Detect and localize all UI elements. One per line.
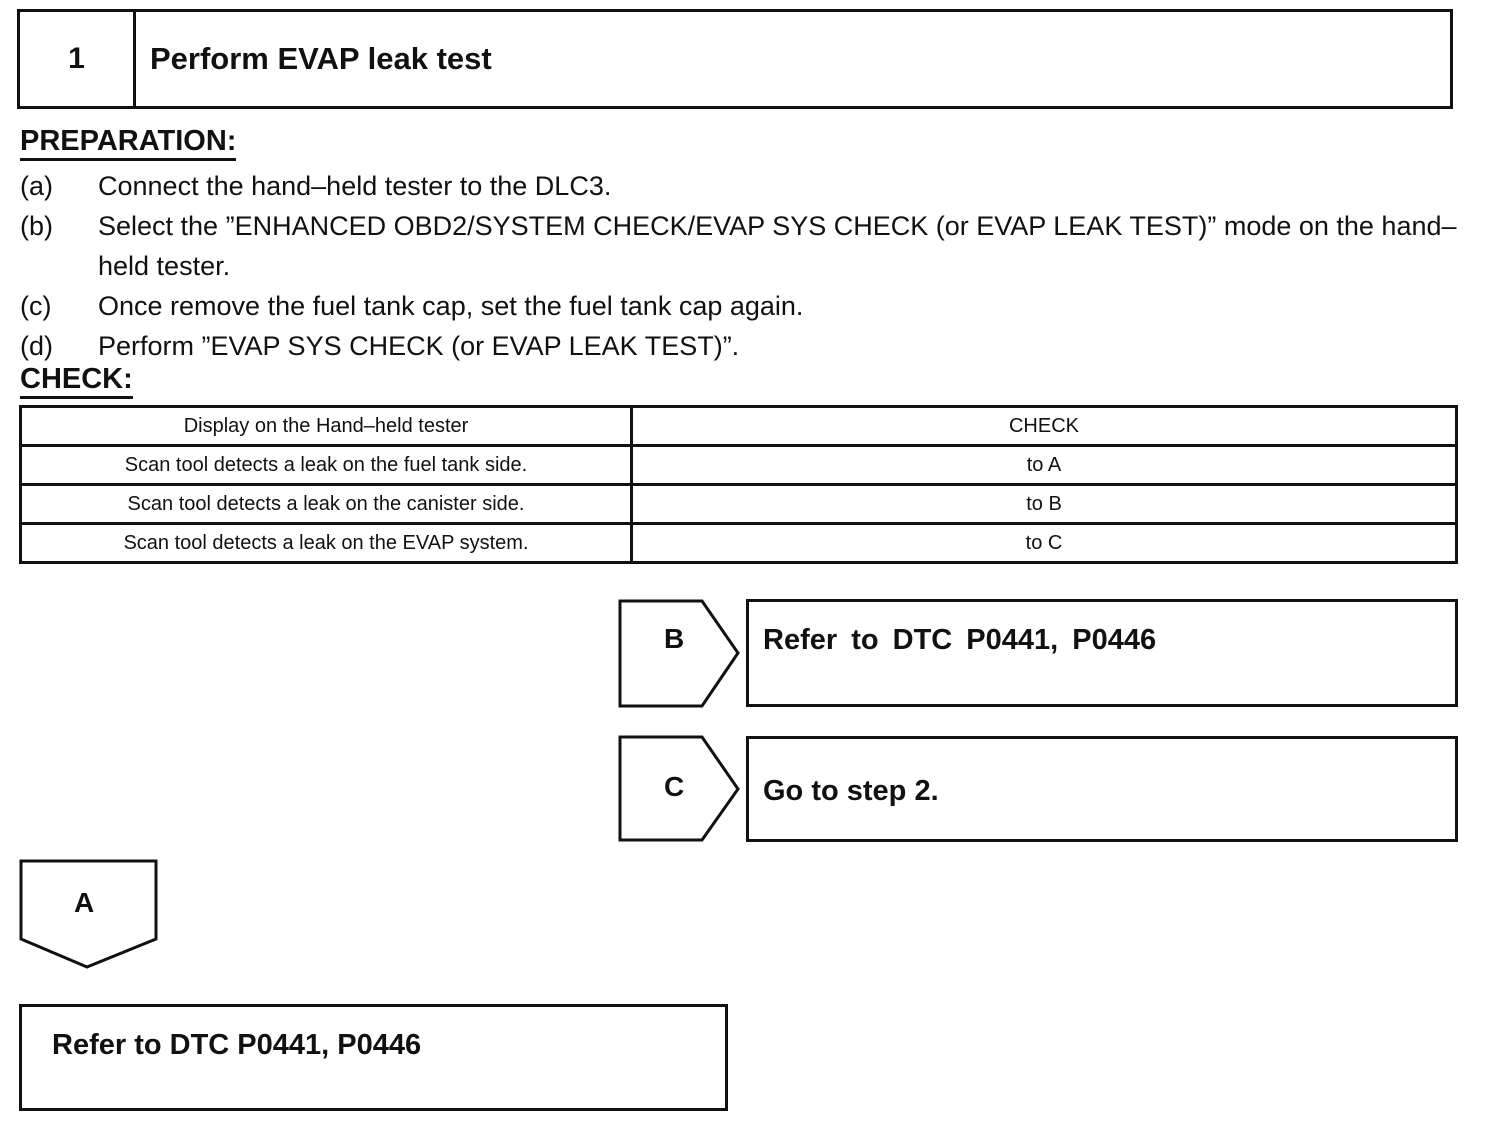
result-tab-label: A: [74, 887, 95, 918]
table-cell: Scan tool detects a leak on the fuel tank side.: [21, 446, 632, 485]
preparation-item-b: [20, 206, 1460, 286]
step-header: [17, 9, 1453, 109]
preparation-list: [20, 166, 1460, 366]
step-number: 1: [20, 12, 136, 106]
preparation-text: Select the ”ENHANCED OBD2/SYSTEM CHECK/EVAP SYS CHECK (or EVAP LEAK TEST)” mode on the hand–held tester.: [98, 211, 1457, 281]
check-table: [19, 405, 1458, 564]
result-box-b: Refer to DTC P0441, P0446: [746, 599, 1458, 707]
table-cell: to C: [632, 524, 1457, 563]
table-cell: to A: [632, 446, 1457, 485]
result-tab-a: [19, 859, 159, 971]
step-title: Perform EVAP leak test: [150, 41, 492, 76]
preparation-heading: PREPARATION:: [20, 126, 236, 161]
preparation-text: Perform ”EVAP SYS CHECK (or EVAP LEAK TEST)”.: [98, 331, 740, 361]
preparation-item-d: [20, 326, 1460, 366]
table-row: [21, 485, 1457, 524]
table-header-row: [21, 407, 1457, 446]
preparation-text: Connect the hand–held tester to the DLC3.: [98, 171, 612, 201]
table-cell: Scan tool detects a leak on the EVAP system.: [21, 524, 632, 563]
preparation-item-c: [20, 286, 1460, 326]
table-cell: to B: [632, 485, 1457, 524]
table-header-cell: Display on the Hand–held tester: [21, 407, 632, 446]
table-header-cell: CHECK: [632, 407, 1457, 446]
table-row: [21, 446, 1457, 485]
result-box-c: Go to step 2.: [746, 736, 1458, 842]
result-tab-c: [618, 735, 742, 843]
preparation-marker: (c): [20, 291, 52, 321]
preparation-item-a: [20, 166, 1460, 206]
table-row: [21, 524, 1457, 563]
result-box-a: Refer to DTC P0441, P0446: [19, 1004, 728, 1111]
preparation-marker: (d): [20, 331, 53, 361]
result-tab-label: B: [664, 623, 685, 654]
result-tab-label: C: [664, 771, 685, 802]
check-heading: CHECK:: [20, 364, 133, 399]
preparation-marker: (b): [20, 211, 53, 241]
result-tab-b: [618, 599, 742, 709]
preparation-marker: (a): [20, 171, 53, 201]
table-cell: Scan tool detects a leak on the canister side.: [21, 485, 632, 524]
preparation-text: Once remove the fuel tank cap, set the fuel tank cap again.: [98, 291, 804, 321]
